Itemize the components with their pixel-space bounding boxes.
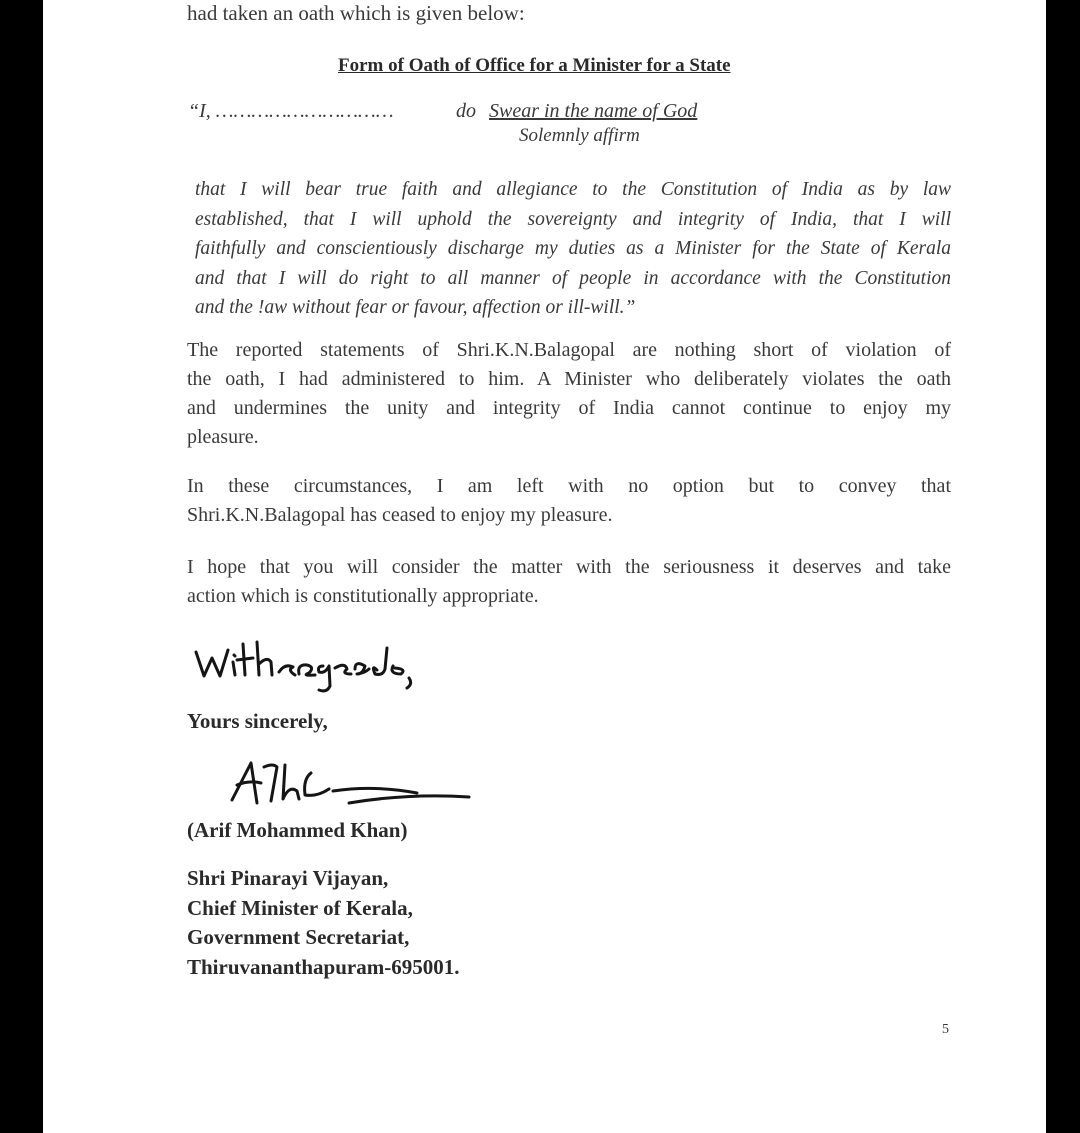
oath-do: do bbox=[456, 100, 476, 122]
recipient-designation: Chief Minister of Kerala, bbox=[187, 895, 413, 920]
oath-text-line: that I will bear true faith and allegiance to the Constitution of India as by law bbox=[195, 179, 951, 200]
paragraph-line: the oath, I had administered to him. A Minister who deliberately violates the oath bbox=[187, 368, 951, 390]
oath-text-line: faithfully and conscientiously discharge my duties as a Minister for the State of Kerala bbox=[195, 238, 951, 259]
closing: Yours sincerely, bbox=[187, 709, 328, 733]
paragraph-violation bbox=[187, 336, 951, 452]
paragraph-line: Shri.K.N.Balagopal has ceased to enjoy my pleasure. bbox=[187, 504, 613, 526]
paragraph-line: and undermines the unity and integrity of India cannot continue to enjoy my bbox=[187, 397, 951, 419]
recipient-office: Government Secretariat, bbox=[187, 925, 410, 949]
oath-form-title: Form of Oath of Office for a Minister for a State bbox=[338, 55, 731, 76]
paragraph-line: pleasure. bbox=[187, 426, 259, 448]
oath-affirm-option: Solemnly affirm bbox=[519, 125, 640, 146]
oath-text bbox=[195, 175, 951, 323]
oath-text-line: and the !aw without fear or favour, affection or ill-will.” bbox=[195, 297, 636, 318]
intro-line: had taken an oath which is given below: bbox=[187, 1, 525, 25]
oath-opening: “I, ………………………… bbox=[188, 100, 394, 122]
letter-page bbox=[43, 0, 1046, 1133]
handwritten-regards-icon bbox=[193, 636, 463, 696]
signatory-name: (Arif Mohammed Khan) bbox=[187, 818, 408, 842]
oath-text-line: established, that I will uphold the sovereignty and integrity of India, that I will bbox=[195, 208, 951, 230]
paragraph-circumstances bbox=[187, 472, 951, 530]
paragraph-line: action which is constitutionally appropriate. bbox=[187, 585, 539, 607]
oath-swear-option: Swear in the name of God bbox=[489, 100, 698, 122]
paragraph-line: I hope that you will consider the matter with the seriousness it deserves and take bbox=[187, 556, 951, 578]
paragraph-request bbox=[187, 553, 951, 611]
signature-icon bbox=[229, 755, 489, 813]
page-number: 5 bbox=[942, 1022, 949, 1037]
recipient-address bbox=[187, 864, 459, 982]
oath-text-line: and that I will do right to all manner of people in accordance with the Constitution bbox=[195, 267, 951, 289]
recipient-name: Shri Pinarayi Vijayan, bbox=[187, 866, 389, 890]
paragraph-line: In these circumstances, I am left with no option but to convey that bbox=[187, 475, 951, 497]
recipient-city: Thiruvananthapuram-695001. bbox=[187, 954, 460, 979]
paragraph-line: The reported statements of Shri.K.N.Balagopal are nothing short of violation of bbox=[187, 339, 951, 361]
